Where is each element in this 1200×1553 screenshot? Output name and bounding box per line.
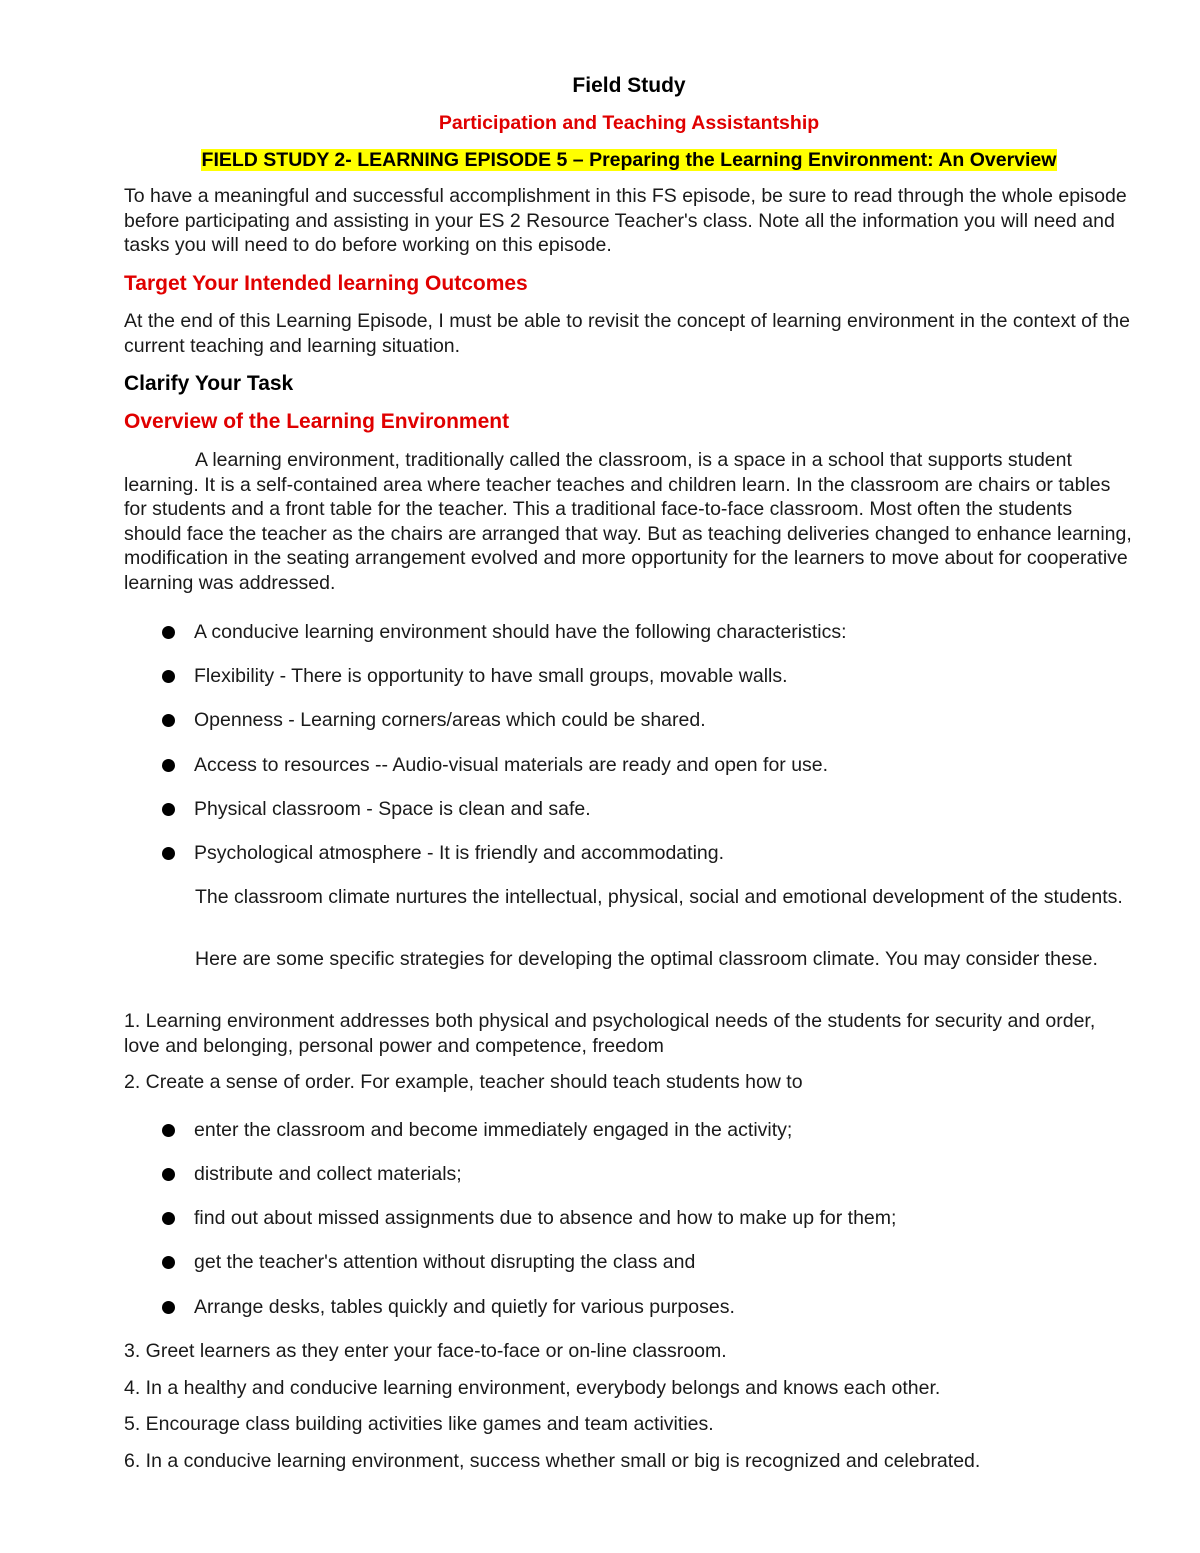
list-item: Arrange desks, tables quickly and quietly for various purposes. (162, 1295, 1134, 1321)
list-item: Physical classroom - Space is clean and safe. (162, 797, 1134, 823)
bullet-icon (162, 714, 175, 727)
list-item: get the teacher's attention without disrupting the class and (162, 1250, 1134, 1276)
bullet-icon (162, 626, 175, 639)
strategy-item-2: 2. Create a sense of order. For example, teacher should teach students how to (124, 1071, 803, 1093)
outcomes-paragraph: At the end of this Learning Episode, I must be able to revisit the concept of learning environment in the context of the current teaching and learning situation. (124, 310, 1130, 357)
list-item: Access to resources -- Audio-visual materials are ready and open for use. (162, 753, 1134, 779)
outcomes-heading: Target Your Intended learning Outcomes (124, 272, 528, 295)
bullet-icon (162, 1212, 175, 1225)
climate-paragraph: The classroom climate nurtures the intellectual, physical, social and emotional development of the students. (195, 886, 1123, 908)
list-item: find out about missed assignments due to absence and how to make up for them; (162, 1206, 1134, 1232)
overview-heading: Overview of the Learning Environment (124, 410, 510, 433)
episode-heading (124, 147, 1134, 173)
intro-paragraph: To have a meaningful and successful accomplishment in this FS episode, be sure to read through the whole episode before participating and assisting in your ES 2 Resource Teacher's class. Note all the information you will need and tasks you will need to do before working on this episode. (124, 185, 1127, 256)
bullet-icon (162, 847, 175, 860)
page-subtitle: Participation and Teaching Assistantship (438, 112, 820, 134)
bullet-icon (162, 1168, 175, 1181)
bullet-icon (162, 759, 175, 772)
strategy-item-6: 6. In a conducive learning environment, success whether small or big is recognized and celebrated. (124, 1450, 981, 1472)
bullet-icon (162, 1124, 175, 1137)
bullet-icon (162, 803, 175, 816)
strategy-item-5: 5. Encourage class building activities like games and team activities. (124, 1413, 714, 1435)
list-item: Psychological atmosphere - It is friendly and accommodating. (162, 841, 1134, 867)
overview-paragraph: A learning environment, traditionally called the classroom, is a space in a school that supports student learning. It is a self-contained area where teacher teaches and children learn. In the classroom are chairs or tables for students and a front table for the teacher. This a traditional face-to-face classroom. Most often the students should face the teacher as the chairs are arranged that way. But as teaching deliveries changed to enhance learning, modification in the seating arrangement evolved and more opportunity for the learners to move about for cooperative learning was addressed. (124, 449, 1132, 594)
page-title: Field Study (572, 74, 686, 97)
list-item: distribute and collect materials; (162, 1162, 1134, 1188)
strategies-intro: Here are some specific strategies for developing the optimal classroom climate. You may consider these. (195, 948, 1098, 970)
strategy-item-4: 4. In a healthy and conducive learning environment, everybody belongs and knows each other. (124, 1377, 941, 1399)
list-item: enter the classroom and become immediately engaged in the activity; (162, 1118, 1134, 1144)
list-item: Openness - Learning corners/areas which could be shared. (162, 708, 1134, 734)
bullet-icon (162, 670, 175, 683)
bullet-icon (162, 1256, 175, 1269)
task-heading: Clarify Your Task (124, 372, 294, 395)
episode-heading-text: FIELD STUDY 2- LEARNING EPISODE 5 – Preparing the Learning Environment: An Overview (201, 149, 1057, 171)
bullet-icon (162, 1301, 175, 1314)
list-item: Flexibility - There is opportunity to have small groups, movable walls. (162, 664, 1134, 690)
strategy-item-1: 1. Learning environment addresses both physical and psychological needs of the students for security and order, love and belonging, personal power and competence, freedom (124, 1010, 1096, 1057)
strategy-item-3: 3. Greet learners as they enter your face-to-face or on-line classroom. (124, 1340, 727, 1362)
list-item: A conducive learning environment should have the following characteristics: (162, 620, 1134, 646)
